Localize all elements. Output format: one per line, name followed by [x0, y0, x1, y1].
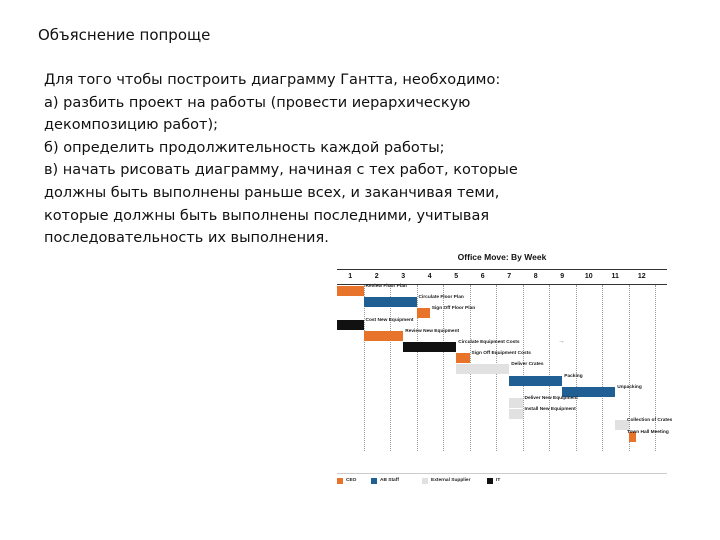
task-bar	[509, 398, 522, 408]
task-label: Cost New Equipment	[365, 317, 414, 323]
task-label: Sign Off Equipment Costs	[471, 351, 531, 357]
task-bar	[417, 308, 430, 318]
week-gridline	[549, 285, 550, 451]
task-bar	[337, 320, 364, 330]
week-label: 10	[584, 273, 593, 280]
task-label: Circulate Floor Plan	[418, 295, 464, 301]
task-bar	[456, 364, 509, 374]
week-gridline	[629, 285, 630, 451]
task-label: Sign Off Floor Plan	[431, 306, 476, 312]
cursor-icon: →	[558, 338, 565, 345]
week-label: 1	[348, 273, 353, 280]
week-label: 4	[427, 273, 432, 280]
legend-label: External Supplier	[431, 478, 471, 483]
week-label: 9	[560, 273, 565, 280]
week-gridline	[655, 285, 656, 451]
task-bar	[364, 297, 417, 307]
chart-title: Office Move: By Week	[457, 252, 547, 262]
body-line: декомпозицию работ);	[44, 117, 218, 134]
legend-label: CEO	[346, 478, 357, 483]
week-gridline	[390, 285, 391, 451]
body-line: последовательность их выполнения.	[44, 230, 329, 247]
task-label: Packing	[564, 373, 583, 379]
week-gridline	[602, 285, 603, 451]
task-label: Review Floor Plan	[365, 284, 407, 289]
task-label: Deliver Crates	[511, 362, 544, 368]
body-text	[44, 69, 524, 250]
week-label: 3	[401, 273, 406, 280]
task-bar	[456, 353, 469, 363]
legend-label: AB Staff	[380, 478, 399, 483]
week-label: 12	[637, 273, 646, 280]
task-bar	[337, 286, 364, 296]
slide-title: Объяснение попроще	[38, 26, 211, 44]
week-gridline	[576, 285, 577, 451]
week-label: 5	[454, 273, 459, 280]
task-label: Circulate Equipment Costs	[458, 340, 520, 345]
body-line: а) разбить проект на работы (провести иерархическую	[44, 94, 471, 111]
task-label: Review New Equipment	[405, 328, 460, 334]
legend-swatch	[487, 478, 493, 484]
week-label: 7	[507, 273, 512, 280]
task-label: Unpacking	[617, 384, 642, 390]
week-label: 11	[611, 273, 619, 280]
gantt-chart	[337, 248, 673, 488]
body-line: которые должны быть выполнены последними, учитывая	[44, 207, 490, 224]
legend-swatch	[337, 478, 343, 484]
task-bar	[509, 376, 562, 386]
body-line: должны быть выполнены раньше всех, и заканчивая теми,	[44, 184, 500, 201]
task-bar	[509, 409, 522, 419]
week-header	[337, 269, 667, 285]
task-bar	[403, 342, 456, 352]
chart-legend	[337, 473, 667, 485]
task-label: Deliver New Equipment	[524, 396, 578, 401]
week-gridline	[364, 285, 365, 451]
task-label: Town Hall Meeting	[627, 429, 669, 435]
week-label: 8	[533, 273, 538, 280]
task-label: Install New Equipment	[524, 407, 576, 413]
legend-swatch	[422, 478, 428, 484]
body-line: Для того чтобы построить диаграмму Гантта, необходимо:	[44, 72, 501, 88]
legend-swatch	[371, 478, 377, 484]
task-bar	[364, 331, 404, 341]
week-label: 2	[374, 273, 379, 280]
body-line: б) определить продолжительность каждой работы;	[44, 139, 445, 156]
body-line: в) начать рисовать диаграмму, начиная с тех работ, которые	[44, 162, 518, 179]
task-label: Collection of Crates	[627, 418, 673, 424]
legend-label: IT	[496, 478, 501, 483]
week-label: 6	[480, 273, 485, 280]
